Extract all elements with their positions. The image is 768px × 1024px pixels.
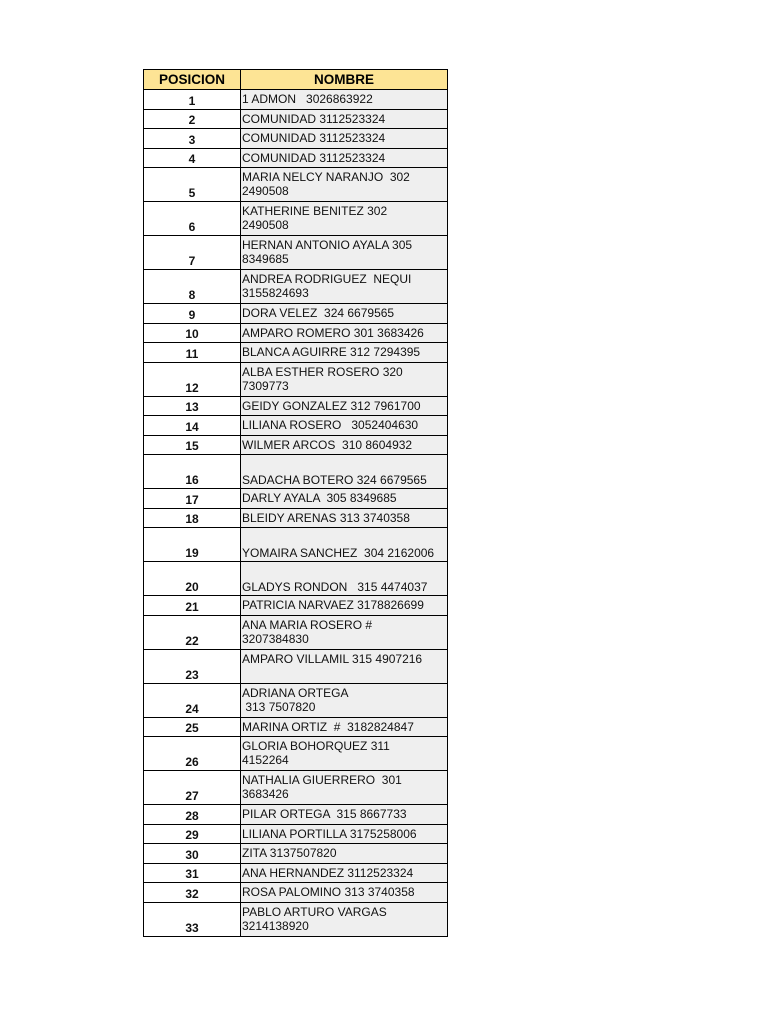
position-cell: 19 (143, 528, 241, 562)
table-row (143, 363, 448, 397)
name-cell (241, 562, 448, 596)
name-cell (241, 149, 448, 169)
table-row (143, 90, 448, 110)
table-body (143, 90, 448, 937)
name-cell (241, 363, 448, 397)
position-cell: 16 (143, 455, 241, 489)
name-line: NATHALIA GIUERRERO 301 (242, 773, 402, 787)
table-row (143, 149, 448, 169)
name-line: SADACHA BOTERO 324 6679565 (242, 473, 427, 487)
name-line: BLANCA AGUIRRE 312 7294395 (242, 345, 421, 359)
name-cell (241, 202, 448, 236)
name-cell (241, 650, 448, 684)
position-cell: 13 (143, 397, 241, 417)
name-cell (241, 509, 448, 529)
position-cell: 5 (143, 168, 241, 202)
name-cell (241, 455, 448, 489)
table-row (143, 168, 448, 202)
position-cell: 12 (143, 363, 241, 397)
name-line: 1 ADMON 3026863922 (242, 92, 373, 106)
name-line: HERNAN ANTONIO AYALA 305 (242, 238, 413, 252)
table-row (143, 110, 448, 130)
name-line: LILIANA ROSERO 3052404630 (242, 418, 419, 432)
name-line: COMUNIDAD 3112523324 (242, 111, 386, 126)
table-row (143, 455, 448, 489)
name-line: WILMER ARCOS 310 8604932 (242, 437, 413, 452)
name-line: ZITA 3137507820 (242, 846, 337, 860)
table-row (143, 528, 448, 562)
name-line: ANDREA RODRIGUEZ NEQUI (242, 272, 412, 286)
name-cell (241, 771, 448, 805)
header-posicion: POSICION (143, 69, 241, 90)
name-cell (241, 844, 448, 864)
name-line: GLADYS RONDON 315 4474037 (242, 580, 428, 594)
position-cell: 14 (143, 416, 241, 436)
name-cell (241, 324, 448, 344)
name-line: LILIANA PORTILLA 3175258006 (242, 826, 417, 841)
name-line: KATHERINE BENITEZ 302 (242, 204, 388, 218)
position-cell: 23 (143, 650, 241, 684)
name-line: DARLY AYALA 305 8349685 (242, 491, 397, 505)
position-cell: 1 (143, 90, 241, 110)
name-line: PATRICIA NARVAEZ 3178826699 (242, 598, 424, 612)
table-row (143, 883, 448, 903)
name-line: ROSA PALOMINO 313 3740358 (242, 885, 415, 899)
position-cell: 6 (143, 202, 241, 236)
position-cell: 29 (143, 825, 241, 845)
name-line: PABLO ARTURO VARGAS (242, 904, 387, 919)
position-cell: 21 (143, 596, 241, 616)
position-cell: 27 (143, 771, 241, 805)
table-row (143, 129, 448, 149)
name-cell (241, 805, 448, 825)
table-row (143, 684, 448, 718)
table-row (143, 416, 448, 436)
name-line: 3214138920 (242, 918, 309, 933)
name-line: 8349685 (242, 252, 289, 266)
position-cell: 2 (143, 110, 241, 130)
table-row (143, 509, 448, 529)
table-row (143, 805, 448, 825)
name-line: AMPARO VILLAMIL 315 4907216 (242, 651, 423, 666)
name-line: ALBA ESTHER ROSERO 320 (242, 364, 403, 379)
name-cell (241, 343, 448, 363)
name-cell (241, 528, 448, 562)
name-line: MARIA NELCY NARANJO 302 (242, 170, 410, 184)
name-line: BLEIDY ARENAS 313 3740358 (242, 510, 410, 525)
position-cell: 8 (143, 270, 241, 304)
name-cell (241, 684, 448, 718)
name-cell (241, 436, 448, 456)
position-cell: 25 (143, 718, 241, 738)
name-line: YOMAIRA SANCHEZ 304 2162006 (242, 546, 435, 560)
position-cell: 3 (143, 129, 241, 149)
table-row (143, 650, 448, 684)
name-cell (241, 304, 448, 324)
name-cell (241, 883, 448, 903)
header-nombre: NOMBRE (241, 69, 448, 90)
position-cell: 33 (143, 903, 241, 937)
name-line: 4152264 (242, 753, 289, 767)
position-cell: 26 (143, 737, 241, 771)
name-line: PILAR ORTEGA 315 8667733 (242, 807, 407, 821)
name-line: COMUNIDAD 3112523324 (242, 131, 386, 145)
name-cell (241, 416, 448, 436)
position-cell: 9 (143, 304, 241, 324)
name-cell (241, 397, 448, 417)
position-cell: 28 (143, 805, 241, 825)
name-cell (241, 129, 448, 149)
name-cell (241, 110, 448, 130)
table-row (143, 616, 448, 650)
table-row (143, 304, 448, 324)
position-cell: 15 (143, 436, 241, 456)
table-row (143, 825, 448, 845)
name-cell (241, 596, 448, 616)
name-cell (241, 270, 448, 304)
name-line: MARINA ORTIZ # 3182824847 (242, 719, 414, 734)
table-row (143, 236, 448, 270)
name-cell (241, 489, 448, 509)
name-cell (241, 718, 448, 738)
name-line: 2490508 (242, 184, 289, 198)
table-row (143, 489, 448, 509)
name-line: DORA VELEZ 324 6679565 (242, 306, 395, 320)
position-cell: 20 (143, 562, 241, 596)
name-line: 7309773 (242, 378, 289, 393)
name-cell (241, 90, 448, 110)
position-cell: 24 (143, 684, 241, 718)
name-line: 3155824693 (242, 286, 309, 300)
name-line: ANA HERNANDEZ 3112523324 (242, 865, 414, 880)
name-cell (241, 616, 448, 650)
table-row (143, 397, 448, 417)
position-cell: 4 (143, 149, 241, 169)
name-line: GEIDY GONZALEZ 312 7961700 (242, 398, 421, 413)
table-row (143, 771, 448, 805)
name-line: AMPARO ROMERO 301 3683426 (242, 325, 424, 340)
table-row (143, 324, 448, 344)
table-row (143, 436, 448, 456)
name-line: ADRIANA ORTEGA (242, 685, 349, 700)
position-cell: 22 (143, 616, 241, 650)
table-row (143, 864, 448, 884)
name-cell (241, 903, 448, 937)
position-cell: 18 (143, 509, 241, 529)
position-cell: 30 (143, 844, 241, 864)
table-row (143, 737, 448, 771)
table-row (143, 596, 448, 616)
position-cell: 7 (143, 236, 241, 270)
table-row (143, 270, 448, 304)
table-row (143, 202, 448, 236)
table-row (143, 903, 448, 937)
table-row (143, 562, 448, 596)
name-line: 3683426 (242, 787, 289, 801)
name-cell (241, 737, 448, 771)
name-line: GLORIA BOHORQUEZ 311 (242, 739, 390, 753)
name-line: ANA MARIA ROSERO # (242, 617, 373, 632)
table-header (143, 69, 448, 90)
name-line: 313 7507820 (242, 699, 316, 714)
name-line: 2490508 (242, 218, 289, 232)
table-row (143, 718, 448, 738)
name-cell (241, 825, 448, 845)
table-row (143, 343, 448, 363)
name-line: 3207384830 (242, 631, 309, 646)
name-cell (241, 168, 448, 202)
name-line: COMUNIDAD 3112523324 (242, 150, 386, 165)
name-cell (241, 236, 448, 270)
name-cell (241, 864, 448, 884)
position-cell: 11 (143, 343, 241, 363)
spreadsheet-table (143, 69, 448, 937)
position-cell: 32 (143, 883, 241, 903)
position-cell: 17 (143, 489, 241, 509)
position-cell: 31 (143, 864, 241, 884)
position-cell: 10 (143, 324, 241, 344)
table-row (143, 844, 448, 864)
